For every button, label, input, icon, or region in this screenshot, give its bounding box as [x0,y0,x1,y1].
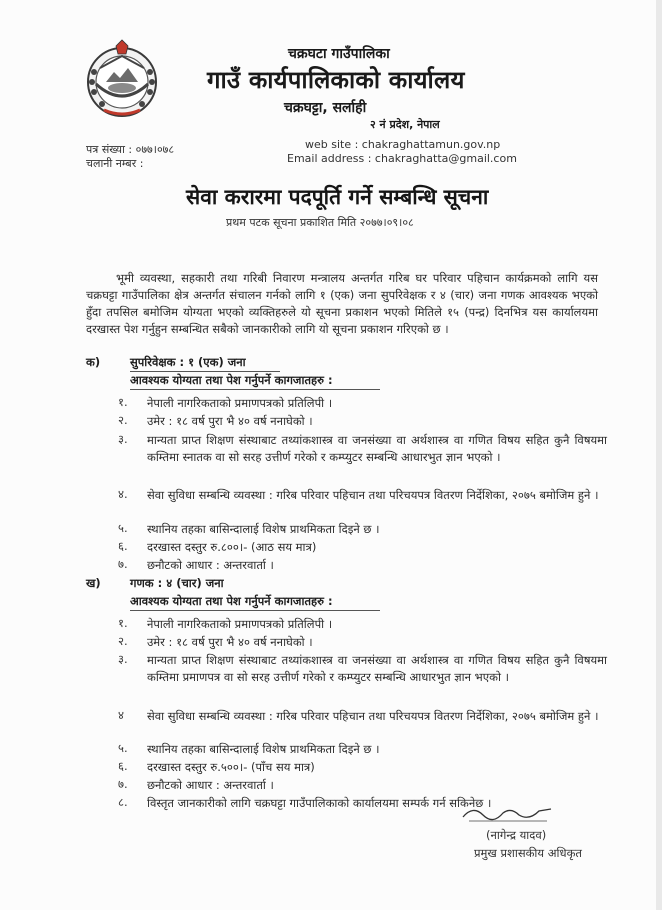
list-item: दरखास्त दस्तुर रु.८००।- (आठ सय मात्र) [147,540,317,554]
signatory-title: प्रमुख प्रशासकीय अधिकृत [474,846,582,860]
intro-paragraph: भूमी व्यवस्था, सहकारी तथा गरिबी निवारण मन्त्रालय अन्तर्गत गरिब घर परिवार पहिचान कार्यक्रमको लागि यस चक्रघट्टा गाउँपालिका क्षेत्र अन्तर्गत संचालन गर्नको लागि १ (एक) जना सुपरिवेक्षक र ४ (चार) जना गणक आवश्यक भएको हुँदा तपसिल बमोजिम योग्यता भएको व्यक्तिहरुले यो सूचना प्रकाशन भएको मितिले १५ (पन्द्र) दिनभित्र यस कार्यालयमा दरखास्त पेश गर्नुहुन सम्बन्धित सबैको जानकारीको लागि यो सूचना प्रकाशन गरिएको छ । [86,271,598,336]
list-item: छनौटको आधार : अन्तरवार्ता । [147,778,274,792]
list-item: विस्तृत जानकारीको लागि चक्रघट्टा गाउँपालिकाको कार्यालयमा सम्पर्क गर्न सकिनेछ । [147,796,492,810]
section-heading: सुपरिवेक्षक : १ (एक) जना [130,355,246,369]
list-item: स्थानिय तहका बासिन्दालाई विशेष प्राथमिकता दिइने छ । [147,522,380,536]
section-heading-underline [130,371,280,372]
office-name: गाउँ कार्यपालिकाको कार्यालय [207,66,465,94]
dispatch-number: चलानी नम्बर : [86,157,144,170]
list-item: सेवा सुविधा सम्बन्धि व्यवस्था : गरिब परिवार पहिचान तथा परिचयपत्र वितरण निर्देशिका, २०७५ बमोजिम हुने । [147,709,599,723]
list-item: छनौटको आधार : अन्तरवार्ता । [147,558,274,572]
item-number: ५. [118,741,128,755]
list-item: दरखास्त दस्तुर रु.५००।- (पाँच सय मात्र) [147,760,315,774]
item-number: ३. [118,652,128,666]
list-item: मान्यता प्राप्त शिक्षण संस्थाबाट तथ्यांकशास्त्र वा जनसंख्या वा अर्थशास्त्र वा गणित विषय सहित कुनै विषयमा कम्तिमा स्नातक वा सो सरह उत्तीर्ण गरेको र कम्प्युटर सम्बन्धि आधारभुत ज्ञान भएको । [147,433,607,464]
list-item: नेपाली नागरिकताको प्रमाणपत्रको प्रतिलिपी । [147,396,333,410]
municipality-name: चक्रघटा गाउँपालिका [288,46,390,62]
section-subheading-underline [130,389,380,390]
section-heading: गणक : ४ (चार) जना [130,576,224,590]
notice-subtitle: प्रथम पटक सूचना प्रकाशित मिति २०७७।०९।०८ [226,216,414,229]
section-letter: क) [86,355,101,369]
item-number: १. [118,616,128,630]
signatory-name: (नागेन्द्र यादव) [486,828,547,842]
item-number: २. [118,413,128,427]
item-number: ७. [118,777,128,791]
item-number: ६. [118,539,128,553]
province-name: २ नं प्रदेश, नेपाल [370,118,440,131]
section-letter: ख) [86,576,101,590]
item-number: ७. [118,557,128,571]
list-item: सेवा सुविधा सम्बन्धि व्यवस्था : गरिब परिवार पहिचान तथा परिचयपत्र वितरण निर्देशिका, २०७५ बमोजिम हुने । [147,488,599,502]
section-subheading: आवश्यक योग्यता तथा पेश गर्नुपर्ने कागजातहरु : [130,373,333,387]
item-number: ६. [118,759,128,773]
office-location: चक्रघट्टा, सर्लाही [284,100,367,116]
list-item: मान्यता प्राप्त शिक्षण संस्थाबाट तथ्यांकशास्त्र वा जनसंख्या वा अर्थशास्त्र वा गणित विषय सहित कुनै विषयमा कम्तिमा प्रमाणपत्र वा सो सरह उत्तीर्ण गरेको र कम्प्युटर सम्बन्धि आधारभुत ज्ञान भएको । [147,653,607,684]
item-number: ४ [118,708,124,722]
item-number: ५. [118,521,128,535]
section-subheading-underline [130,610,380,611]
nepal-emblem-icon [82,38,162,120]
list-item: स्थानिय तहका बासिन्दालाई विशेष प्राथमिकता दिइने छ । [147,742,380,756]
website-text: web site : chakraghattamun.gov.np [305,138,501,151]
notice-title: सेवा करारमा पदपूर्ति गर्ने सम्बन्धि सूचना [186,185,489,209]
email-text: Email address : chakraghatta@gmail.com [287,152,517,165]
item-number: ८. [118,795,128,809]
reference-number: पत्र संख्या : ०७७।०७८ [86,143,175,156]
item-number: ३. [118,432,128,446]
item-number: १. [118,395,128,409]
list-item: नेपाली नागरिकताको प्रमाणपत्रको प्रतिलिपी । [147,617,333,631]
item-number: ४. [118,487,128,501]
signature-scribble [459,801,555,825]
list-item: उमेर : १८ वर्ष पुरा भै ४० वर्ष ननाघेको । [147,635,313,649]
section-subheading: आवश्यक योग्यता तथा पेश गर्नुपर्ने कागजातहरु : [130,594,333,608]
list-item: उमेर : १८ वर्ष पुरा भै ४० वर्ष ननाघेको । [147,414,313,428]
item-number: २. [118,634,128,648]
